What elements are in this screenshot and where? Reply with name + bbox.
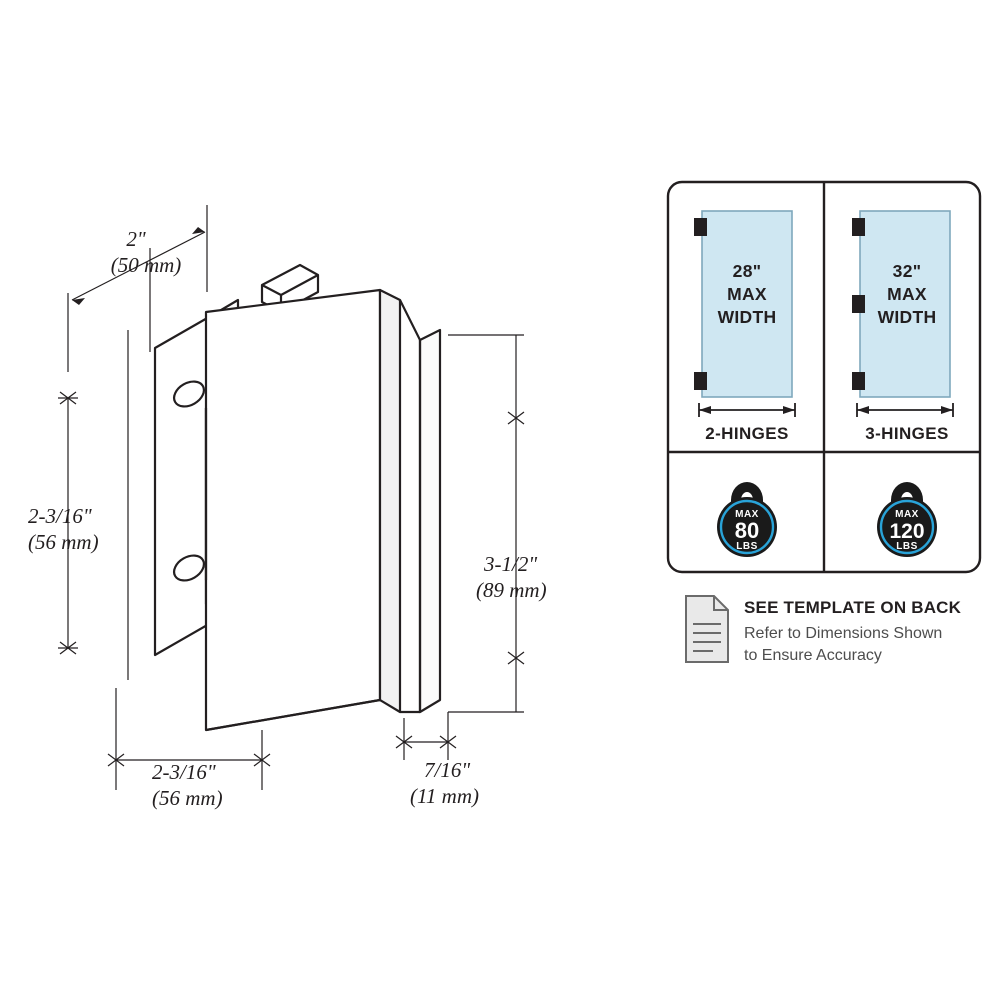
template-note-line1: Refer to Dimensions Shown (744, 625, 943, 642)
caption-2hinges: 2-HINGES (705, 424, 789, 443)
door-plate (206, 290, 400, 730)
dim-depth-bottom-imperial: 2-3/16" (152, 760, 216, 784)
hinge-marker (852, 372, 865, 390)
glass-width-word-2hinge: WIDTH (717, 307, 777, 327)
dim-thickness-metric: (11 mm) (410, 784, 480, 808)
template-note-line2: to Ensure Accuracy (744, 647, 882, 664)
weight-unit-120: LBS (896, 541, 918, 552)
glass-width-word-3hinge: WIDTH (877, 307, 937, 327)
dim-depth-bottom-metric: (56 mm) (152, 786, 223, 810)
spec-panel (668, 182, 980, 572)
hinge-marker (852, 218, 865, 236)
glass-panel-3hinge (860, 211, 950, 397)
hinge-marker (694, 372, 707, 390)
weight-unit-80: LBS (736, 541, 758, 552)
glass-edge-panel (420, 330, 440, 712)
dim-height-left-imperial: 2-3/16" (28, 504, 92, 528)
weight-max-word-80: MAX (735, 509, 759, 520)
weight-value-120: 120 (889, 520, 925, 543)
document-icon (686, 596, 728, 662)
hinge-marker (852, 295, 865, 313)
glass-width-value-2hinge: 28" (732, 261, 762, 281)
glass-width-value-3hinge: 32" (892, 261, 922, 281)
template-note (686, 596, 962, 664)
glass-panel-2hinge (702, 211, 792, 397)
dim-width-top-metric: (50 mm) (110, 253, 182, 277)
dim-height-right-imperial: 3-1/2" (484, 552, 538, 576)
weight-value-80: 80 (734, 518, 760, 543)
caption-3hinges: 3-HINGES (865, 424, 949, 443)
dim-height-right-metric: (89 mm) (476, 578, 547, 602)
glass-width-max-3hinge: MAX (887, 284, 927, 304)
dim-height-left-metric: (56 mm) (28, 530, 99, 554)
template-note-title: SEE TEMPLATE ON BACK (744, 598, 962, 617)
weight-max-word-120: MAX (895, 509, 919, 520)
dim-width-top-imperial: 2" (126, 227, 146, 251)
glass-width-max-2hinge: MAX (727, 284, 767, 304)
hinge-isometric-view (155, 265, 440, 730)
dim-thickness-imperial: 7/16" (424, 758, 471, 782)
hinge-marker (694, 218, 707, 236)
